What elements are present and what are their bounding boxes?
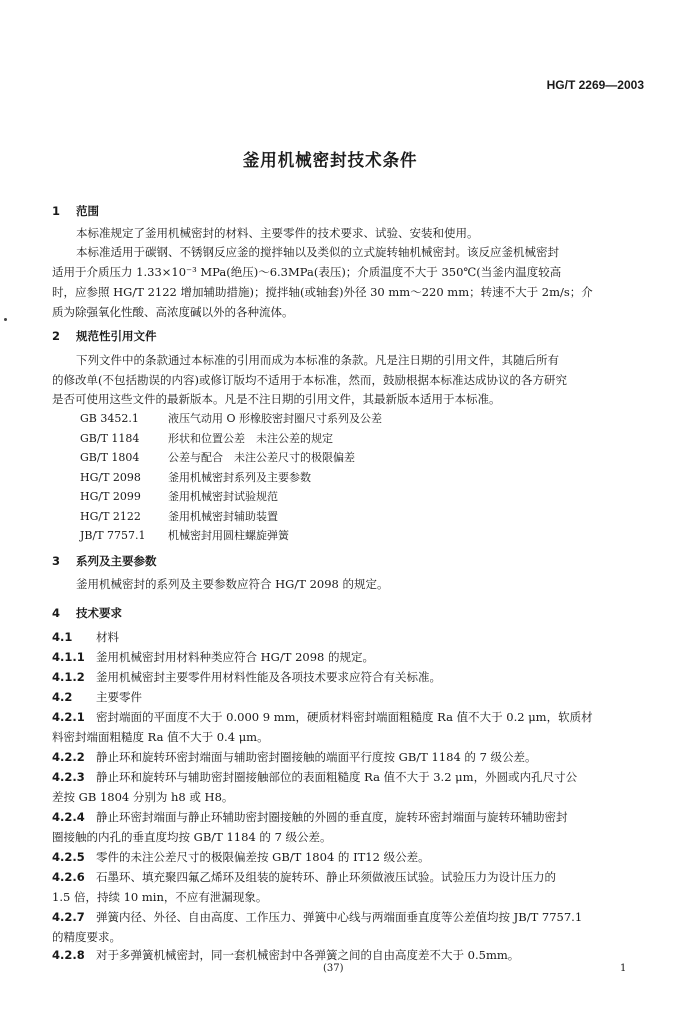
clause-number: 4.2.4 (52, 810, 85, 824)
clause (52, 868, 556, 887)
reference-title: 釜用机械密封辅助装置 (168, 510, 278, 523)
clause (52, 708, 593, 727)
reference-item (80, 527, 289, 543)
clause-continuation: 差按 GB 1804 分别为 h8 或 H8。 (52, 790, 234, 804)
reference-code: HG/T 2098 (80, 471, 141, 484)
clause-text: 主要零件 (96, 690, 142, 704)
clause-text: 静止环和旋转环与辅助密封圈接触部位的表面粗糙度 Ra 值不大于 3.2 μm，外圆或内孔尺寸公 (96, 770, 578, 784)
clause (52, 648, 374, 667)
standard-code: HG/T 2269—2003 (546, 78, 644, 92)
reference-title: 釜用机械密封试验规范 (168, 490, 278, 503)
clause-text: 零件的未注公差尺寸的极限偏差按 GB/T 1804 的 IT12 级公差。 (96, 850, 430, 864)
clause-number: 4.1.2 (52, 670, 85, 684)
clause (52, 628, 119, 647)
clause-number: 4.2.6 (52, 870, 85, 884)
page-number: 1 (620, 963, 627, 974)
clause (52, 808, 568, 827)
paragraph: 本标准规定了釜用机械密封的材料、主要零件的技术要求、试验、安装和使用。 (76, 226, 479, 240)
section-heading-scope (52, 203, 99, 219)
clause-text: 对于多弹簧机械密封，同一套机械密封中各弹簧之间的自由高度差不大于 0.5mm。 (96, 948, 520, 962)
clause-text: 石墨环、填充聚四氟乙烯环及组装的旋转环、静止环须做液压试验。试验压力为设计压力的 (96, 870, 556, 884)
section-number: 4 (52, 606, 61, 620)
clause (52, 908, 582, 927)
paragraph-line: 的修改单(不包括勘误的内容)或修订版均不适用于本标准，然而，鼓励根据本标准达成协议的各方研究 (52, 373, 567, 387)
clause (52, 946, 519, 965)
clause-number: 4.2.5 (52, 850, 85, 864)
section-heading-series (52, 553, 157, 569)
clause (52, 848, 430, 867)
clause-continuation: 料密封端面粗糙度 Ra 值不大于 0.4 μm。 (52, 730, 269, 744)
clause-text: 材料 (96, 630, 119, 644)
reference-code: GB/T 1184 (80, 432, 140, 445)
clause-number: 4.2 (52, 690, 73, 704)
clause-number: 4.2.7 (52, 910, 85, 924)
clause (52, 668, 441, 687)
clause-text: 密封端面的平面度不大于 0.000 9 mm，硬质材料密封端面粗糙度 Ra 值不大于 0.2 μm，软质材 (96, 710, 593, 724)
clause (52, 688, 142, 707)
reference-title: 机械密封用圆柱螺旋弹簧 (168, 529, 289, 542)
reference-item (80, 469, 311, 485)
section-heading-normative-references (52, 328, 157, 344)
reference-item (80, 508, 278, 524)
clause-continuation: 的精度要求。 (52, 930, 121, 944)
paragraph-line: 是否可使用这些文件的最新版本。凡是不注日期的引用文件，其最新版本适用于本标准。 (52, 392, 501, 406)
reference-title: 公差与配合 未注公差尺寸的极限偏差 (168, 451, 355, 464)
page-label: (37) (323, 963, 344, 974)
clause-number: 4.1 (52, 630, 73, 644)
section-number: 2 (52, 329, 61, 343)
section-title: 规范性引用文件 (76, 329, 157, 343)
reference-code: JB/T 7757.1 (80, 529, 146, 542)
clause-number: 4.1.1 (52, 650, 85, 664)
clause-number: 4.2.8 (52, 948, 85, 962)
reference-item (80, 430, 333, 446)
reference-title: 形状和位置公差 未注公差的规定 (168, 432, 333, 445)
paragraph-line: 下列文件中的条款通过本标准的引用而成为本标准的条款。凡是注日期的引用文件，其随后所有 (76, 353, 559, 367)
clause-continuation: 圈接触的内孔的垂直度均按 GB/T 1184 的 7 级公差。 (52, 830, 332, 844)
section-number: 1 (52, 204, 61, 218)
clause-text: 釜用机械密封主要零件用材料性能及各项技术要求应符合有关标准。 (96, 670, 441, 684)
clause-text: 静止环和旋转环密封端面与辅助密封圈接触的端面平行度按 GB/T 1184 的 7 级公差。 (96, 750, 537, 764)
reference-code: HG/T 2099 (80, 490, 141, 503)
clause-continuation: 1.5 倍，持续 10 min，不应有泄漏现象。 (52, 890, 268, 904)
paragraph-line: 适用于介质压力 1.33×10⁻³ MPa(绝压)～6.3MPa(表压)；介质温度不大于 350℃(当釜内温度较高 (52, 265, 562, 279)
clause (52, 768, 577, 787)
section-title: 技术要求 (76, 606, 122, 620)
reference-item (80, 488, 278, 504)
reference-item (80, 410, 382, 426)
reference-title: 液压气动用 O 形橡胶密封圈尺寸系列及公差 (168, 412, 383, 425)
reference-code: GB 3452.1 (80, 412, 139, 425)
scan-speck (4, 318, 7, 321)
section-title: 系列及主要参数 (76, 554, 157, 568)
document-title: 釜用机械密封技术条件 (242, 151, 418, 171)
clause-number: 4.2.2 (52, 750, 85, 764)
clause (52, 748, 537, 767)
section-number: 3 (52, 554, 61, 568)
reference-title: 釜用机械密封系列及主要参数 (168, 471, 311, 484)
paragraph: 釜用机械密封的系列及主要参数应符合 HG/T 2098 的规定。 (76, 577, 389, 591)
paragraph-line: 本标准适用于碳钢、不锈钢反应釜的搅拌轴以及类似的立式旋转轴机械密封。该反应釜机械密封 (76, 245, 559, 259)
clause-text: 静止环密封端面与静止环辅助密封圈接触的外圆的垂直度，旋转环密封端面与旋转环辅助密封 (96, 810, 568, 824)
reference-item (80, 449, 355, 465)
reference-code: GB/T 1804 (80, 451, 140, 464)
clause-number: 4.2.1 (52, 710, 85, 724)
section-heading-technical-requirements (52, 605, 122, 621)
section-title: 范围 (76, 204, 99, 218)
clause-text: 弹簧内径、外径、自由高度、工作压力、弹簧中心线与两端面垂直度等公差值均按 JB/T 7757.1 (96, 910, 583, 924)
paragraph-line: 时，应参照 HG/T 2122 增加辅助措施)；搅拌轴(或轴套)外径 30 mm～220 mm；转速不大于 2m/s；介 (52, 285, 593, 299)
reference-code: HG/T 2122 (80, 510, 141, 523)
clause-text: 釜用机械密封用材料种类应符合 HG/T 2098 的规定。 (96, 650, 374, 664)
paragraph-line: 质为除强氧化性酸、高浓度碱以外的各种流体。 (52, 305, 294, 319)
clause-number: 4.2.3 (52, 770, 85, 784)
